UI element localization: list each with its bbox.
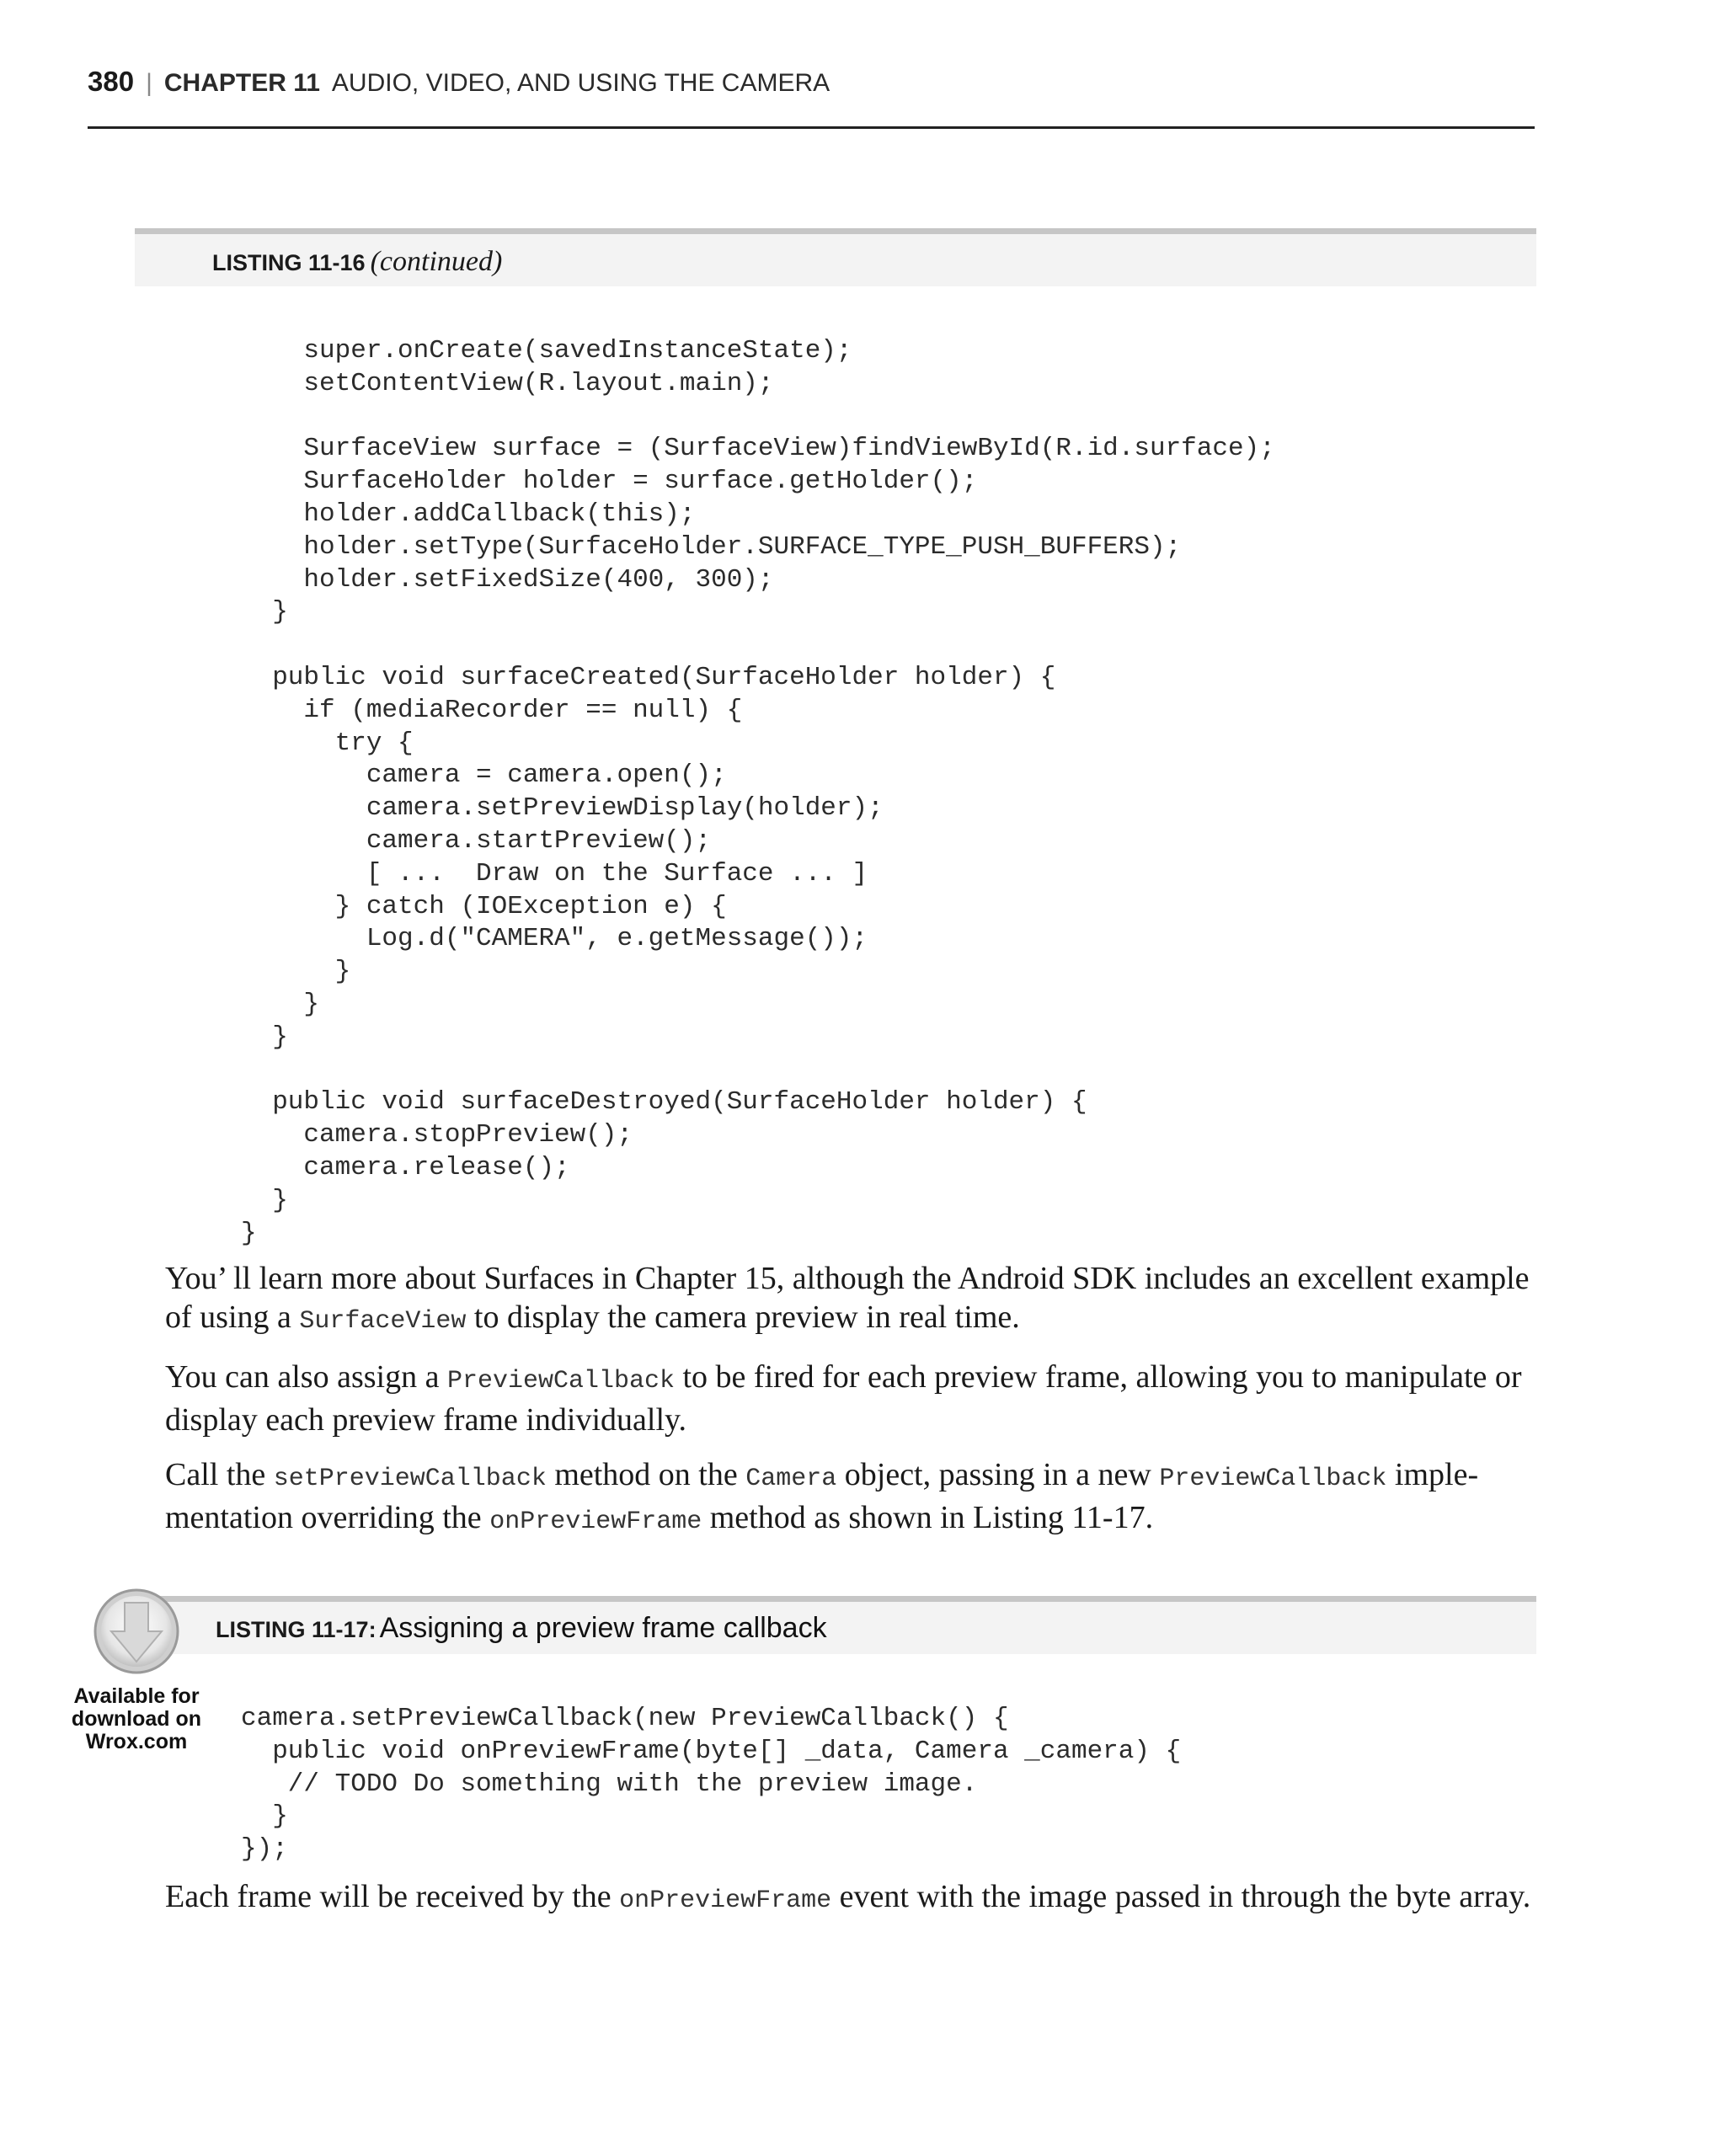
inline-code: PreviewCallback	[446, 1367, 675, 1396]
paragraph-text: Call the	[165, 1457, 274, 1492]
inline-code: Camera	[745, 1465, 837, 1493]
inline-code: SurfaceView	[299, 1307, 467, 1336]
listing-11-17-code: camera.setPreviewCallback(new PreviewCallback() { public void onPreviewFrame(byte[] _data, Camera _camera) { // TODO Do something with the preview image. } });	[241, 1704, 1182, 1865]
paragraph-text: You’ ll learn more about Surfaces in Chapter 15, although the Android SDK includes an excellent example of using a	[165, 1261, 1530, 1335]
header-rule	[88, 126, 1535, 129]
download-badge[interactable]	[69, 1588, 204, 1753]
inline-code: PreviewCallback	[1159, 1465, 1387, 1493]
listing-title: Assigning a preview frame callback	[379, 1612, 827, 1644]
inline-code: setPreviewCallback	[273, 1465, 547, 1493]
paragraph-text: Each frame will be received by the	[165, 1879, 620, 1914]
page-number: 380	[88, 66, 135, 97]
paragraph-text: You can also assign a	[165, 1359, 447, 1395]
paragraph-surfaces	[165, 1259, 1546, 1341]
paragraph-text: to be fired for each preview frame, allowing you to manipulate or display each preview frame individually.	[165, 1359, 1522, 1438]
listing-11-16-label	[212, 246, 502, 278]
paragraph-text: event with the image passed in through the byte array.	[831, 1879, 1531, 1914]
download-badge-text: Available for download on Wrox.com	[71, 1684, 202, 1753]
paragraph-text: to display the camera preview in real time.	[466, 1299, 1020, 1335]
header-separator: |	[146, 69, 152, 97]
listing-11-16-bar	[135, 228, 1536, 286]
paragraph-text: method as shown in Listing 11-17.	[702, 1500, 1154, 1535]
paragraph-text: method on the	[546, 1457, 746, 1492]
listing-number: LISTING 11-16	[212, 250, 366, 275]
inline-code: onPreviewFrame	[619, 1886, 832, 1915]
paragraph-each-frame	[165, 1877, 1546, 1920]
listing-number: LISTING 11-17:	[216, 1617, 377, 1642]
download-arrow-icon	[93, 1588, 180, 1675]
paragraph-set-preview-callback	[165, 1455, 1546, 1541]
listing-11-17-bar	[135, 1596, 1536, 1654]
paragraph-text: object, passing in a new	[836, 1457, 1160, 1492]
paragraph-preview-callback	[165, 1358, 1546, 1439]
paragraph-text: imple-mentation overriding the	[165, 1457, 1479, 1535]
listing-11-17-label	[216, 1612, 827, 1645]
chapter-title: AUDIO, VIDEO, AND USING THE CAMERA	[331, 69, 830, 97]
inline-code: onPreviewFrame	[489, 1508, 702, 1536]
listing-11-16-code: super.onCreate(savedInstanceState); setContentView(R.layout.main); SurfaceView surface = (SurfaceView)findViewById(R.id.surface); SurfaceHolder holder = surface.getHolder(); holder.addCallback(this); holder.setType(SurfaceHolder.SURFACE_TYPE_PUSH_BUFFERS); holder.setFixedSize(400, 300); } public void surfaceCreated(SurfaceHolder holder) { if (mediaRecorder == null) { try { camera = camera.open(); camera.setPreviewDisplay(holder); camera.startPreview(); [ ... Draw on the Surface ... ] } catch (IOException e) { Log.d("CAMERA", e.getMessage()); } } } public void surfaceDestroyed(SurfaceHolder holder) { camera.stopPreview(); camera.release(); } }	[241, 336, 1275, 1248]
listing-continued: (continued)	[370, 246, 503, 277]
chapter-label: CHAPTER 11	[163, 69, 320, 97]
running-header	[88, 66, 1528, 98]
